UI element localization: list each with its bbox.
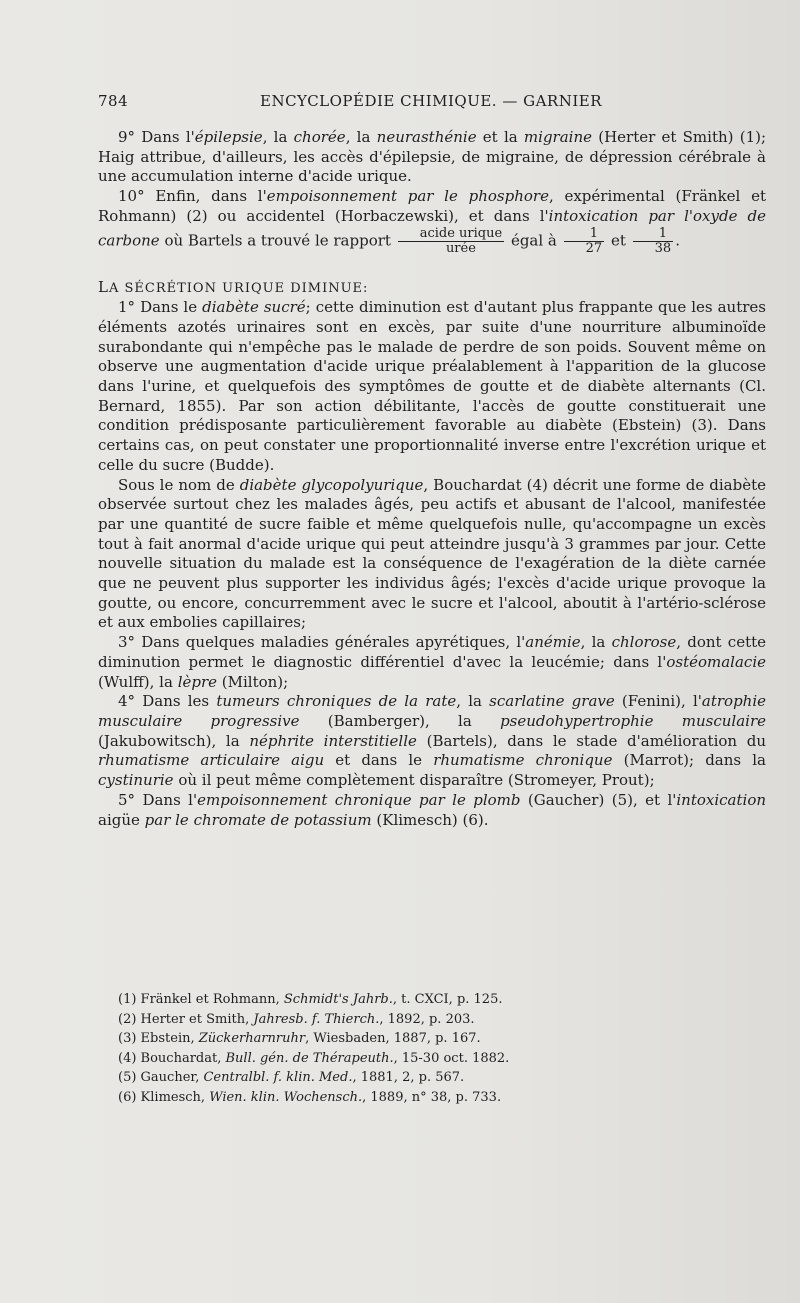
paragraph-10: 10° Enfin, dans l'empoisonnement par le phosphore, expérimental (Fränkel et Rohmann) (2) ou accidentel (Horbaczewski), et dans l'intoxication par l'oxyde de carbone où Bartels a trouvé le rapport $\frac{\text{acide urique}}{\text{urée}}$ égal à $\frac{1}{27}$ et $\frac{1}{38}$ . (98, 187, 766, 256)
ratio-fraction: $\frac{\text{acide urique}}{\text{urée}}$ (398, 227, 504, 256)
fraction-1-27: $\frac{1}{27}$ (564, 227, 605, 256)
paragraph-4: 4° Dans les tumeurs chroniques de la rate, la scarlatine grave (Fenini), l'atrophie musculaire progressive (Bamberger), la pseudohypertrophie musculaire (Jakubowitsch), la néphrite interstitielle (Bartels), dans le stade d'amélioration du rhumatisme articulaire aigu et dans le rhumatisme chronique (Marrot); dans la cystinurie où il peut même complètement disparaître (Stromeyer, Prout); (98, 692, 767, 790)
footnote: (4) Bouchardat, Bull. gén. de Thérapeuth., 15-30 oct. 1882. (118, 1050, 510, 1066)
running-header (98, 92, 768, 116)
page-number: 784 (98, 92, 129, 110)
fraction-1-38: $\frac{1}{38}$ (633, 227, 674, 256)
footnotes (118, 990, 718, 1107)
paragraph-5: 5° Dans l'empoisonnement chronique par le plomb (Gaucher) (5), et l'intoxication aigüe par le chromate de potassium (Klimesch) (6). (98, 790, 767, 829)
running-title: ENCYCLOPÉDIE CHIMIQUE. — GARNIER (260, 92, 603, 110)
paragraph-diabete-glycopolyurique: Sous le nom de diabète glycopolyurique, Bouchardat (4) décrit une forme de diabète observée surtout chez les malades âgés, peu actifs et abusant de l'alcool, manifestée par une quantité de sucre faible et même quelquefois nulle, qu'accompagne un excès tout à fait anormal d'acide urique qui peut atteindre jusqu'à 3 grammes par jour. Cette nouvelle situation du malade est la conséquence de l'exagération de la diète carnée que ne peuvent plus supporter les individus âgés; l'excès d'acide urique provoque la goutte, ou encore, concurremment avec le sucre et l'alcool, aboutit à l'artério-sclérose et aux embolies capillaires; (98, 475, 766, 632)
footnote: (1) Fränkel et Rohmann, Schmidt's Jahrb., t. CXCI, p. 125. (118, 992, 503, 1007)
footnote: (5) Gaucher, Centralbl. f. klin. Med., 1881, 2, p. 567. (118, 1070, 465, 1085)
footnote: (3) Ebstein, Zückerharnruhr, Wiesbaden, 1887, p. 167. (118, 1031, 481, 1046)
paragraph-9: 9° Dans l'épilepsie, la chorée, la neurasthénie et la migraine (Herter et Smith) (1); Haig attribue, d'ailleurs, les accès d'épilepsie, de migraine, de dépression cérébrale à une accumulation interne d'acide urique. (98, 128, 767, 186)
section-heading: LA SÉCRÉTION URIQUE DIMINUE: (98, 277, 369, 296)
footnote: (2) Herter et Smith, Jahresb. f. Thierch., 1892, p. 203. (118, 1011, 475, 1027)
paragraph-1: 1° Dans le diabète sucré; cette diminution est d'autant plus frappante que les autres éléments azotés urinaires sont en excès, par suite d'une nourriture albuminoïde surabondante qui n'empêche pas le malade de perdre de son poids. Souvent même on observe une augmentation d'acide urique préalablement à l'apparition de la glucose dans l'urine, et quelquefois des symptômes de goutte et de diabète alternants (Cl. Bernard, 1855). Par son action débilitante, l'accès de goutte constituerait une condition prédisposante particulièrement favorable au diabète (Ebstein) (3). Dans certains cas, on peut constater une proportionnalité inverse entre l'excrétion urique et celle du sucre (Budde). (98, 298, 766, 474)
paragraph-3: 3° Dans quelques maladies générales apyrétiques, l'anémie, la chlorose, dont cette diminution permet le diagnostic différentiel d'avec la leucémie; dans l'ostéomalacie (Wulff), la lèpre (Milton); (98, 633, 766, 691)
footnote: (6) Klimesch, Wien. klin. Wochensch., 1889, n° 38, p. 733. (118, 1089, 502, 1105)
main-text (98, 128, 766, 830)
